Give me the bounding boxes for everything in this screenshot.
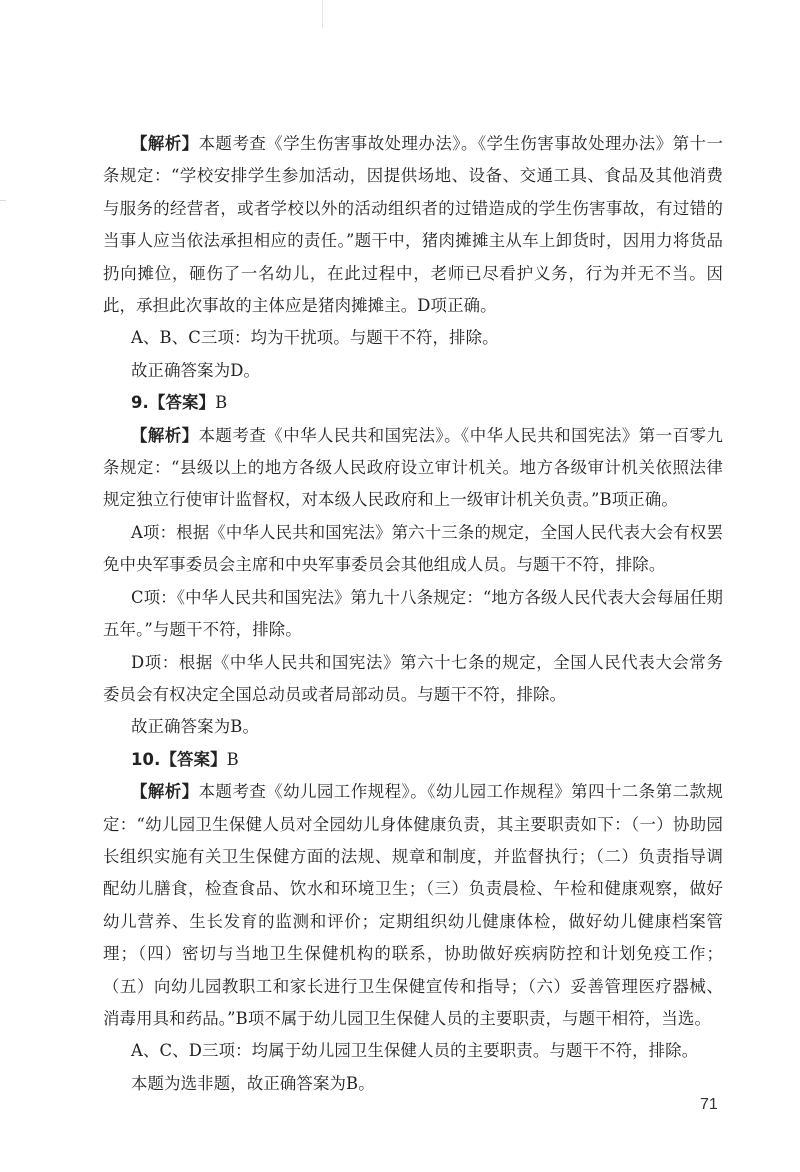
paragraph-text: A、B、C三项：均为干扰项。与题干不符，排除。 xyxy=(131,328,499,348)
analysis-label: 【解析】 xyxy=(131,425,199,445)
paragraph-text: A项：根据《中华人民共和国宪法》第六十三条的规定，全国人民代表大会有权罢免中央军事委员会主席和中央军事委员会其他组成人员。与题干不符，排除。 xyxy=(103,522,723,575)
analysis-paragraph xyxy=(103,128,723,322)
paragraph-text: 本题考查《学生伤害事故处理办法》。《学生伤害事故处理办法》第十一条规定：“学校安排学生参加活动，因提供场地、设备、交通工具、食品及其他消费与服务的经营者，或者学校以外的活动组织者的过错造成的学生伤害事故，有过错的当事人应当依法承担相应的责任。”题干中，猪肉摊摊主从车上卸货时，因用力将货品扔向摊位，砸伤了一名幼儿，在此过程中，老师已尽看护义务，行为并无不当。因此，承担此次事故的主体应是猪肉摊摊主。D项正确。 xyxy=(103,134,723,316)
answer-label: 9.【答案】 xyxy=(131,393,216,413)
analysis-paragraph xyxy=(103,420,723,517)
analysis-paragraph xyxy=(103,776,723,1035)
answer-value: B xyxy=(215,393,228,413)
answer-value: B xyxy=(226,749,239,769)
page-body xyxy=(103,128,723,1100)
answer-heading xyxy=(103,744,723,776)
paragraph-text: C项：《中华人民共和国宪法》第九十八条规定：“地方各级人民代表大会每届任期五年。”与题干不符，排除。 xyxy=(103,587,723,640)
option-paragraph xyxy=(103,582,723,647)
paragraph-text: 故正确答案为B。 xyxy=(131,717,259,737)
analysis-label: 【解析】 xyxy=(131,134,199,153)
paragraph-text: D项：根据《中华人民共和国宪法》第六十七条的规定，全国人民代表大会常务委员会有权决定全国总动员或者局部动员。与题干不符，排除。 xyxy=(103,652,723,704)
conclusion-paragraph xyxy=(103,1068,723,1100)
option-paragraph xyxy=(103,322,723,354)
conclusion-paragraph xyxy=(103,711,723,743)
option-paragraph xyxy=(103,1035,723,1067)
paragraph-text: 本题考查《中华人民共和国宪法》。《中华人民共和国宪法》第一百零九条规定：“县级以上的地方各级人民政府设立审计机关。地方各级审计机关依照法律规定独立行使审计监督权，对本级人民政府和上一级审计机关负责。”B项正确。 xyxy=(103,425,723,510)
answer-heading xyxy=(103,387,723,419)
scan-mark xyxy=(322,0,323,28)
analysis-label: 【解析】 xyxy=(131,782,199,802)
paragraph-text: 故正确答案为D。 xyxy=(131,360,261,380)
page-number: 71 xyxy=(700,1096,718,1113)
option-paragraph xyxy=(103,647,723,712)
option-paragraph xyxy=(103,517,723,582)
paragraph-text: A、C、D三项：均属于幼儿园卫生保健人员的主要职责。与题干不符，排除。 xyxy=(131,1041,699,1061)
answer-label: 10.【答案】 xyxy=(131,749,227,769)
paragraph-text: 本题为选非题，故正确答案为B。 xyxy=(131,1073,375,1093)
conclusion-paragraph xyxy=(103,355,723,387)
paragraph-text: 本题考查《幼儿园工作规程》。《幼儿园工作规程》第四十二条第二款规定：“幼儿园卫生保健人员对全园幼儿身体健康负责，其主要职责如下：（一）协助园长组织实施有关卫生保健方面的法规、规章和制度，并监督执行；（二）负责指导调配幼儿膳食，检查食品、饮水和环境卫生；（三）负责晨检、午检和健康观察，做好幼儿营养、生长发育的监测和评价；定期组织幼儿健康体检，做好幼儿健康档案管理；（四）密切与当地卫生保健机构的联系，协助做好疾病防控和计划免疫工作；（五）向幼儿园教职工和家长进行卫生保健宣传和指导；（六）妥善管理医疗器械、消毒用具和药品。”B项不属于幼儿园卫生保健人员的主要职责，与题干相符，当选。 xyxy=(103,782,723,1028)
scan-mark xyxy=(0,200,6,201)
